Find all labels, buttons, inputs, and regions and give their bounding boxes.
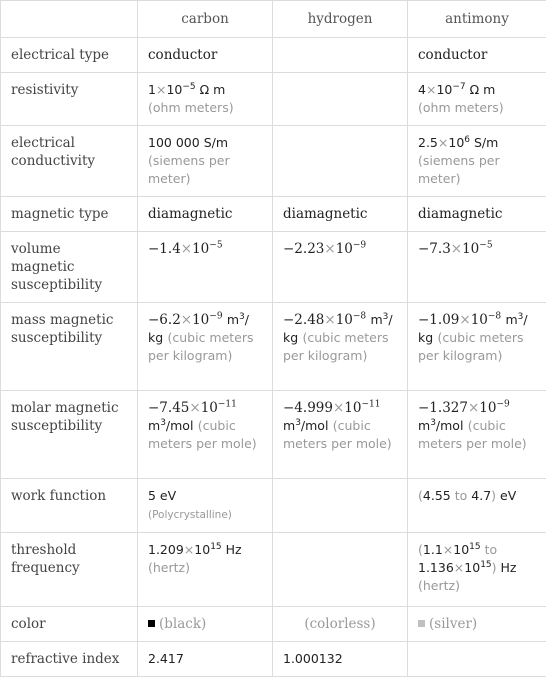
- table-row: [1, 533, 546, 607]
- exponent: 15: [480, 560, 491, 570]
- table-row: [1, 232, 546, 303]
- unit-name: (cubic meters per mole): [283, 418, 392, 451]
- unit-name: (hertz): [148, 560, 190, 575]
- paren-close: ): [492, 560, 497, 575]
- header-blank: [1, 1, 138, 38]
- unit-name: (ohm meters): [148, 100, 234, 115]
- unit-power: 3: [160, 418, 166, 428]
- times-sign: ×: [156, 82, 166, 97]
- table-row: [1, 197, 546, 232]
- paren-open: (: [418, 542, 423, 557]
- ten: 10: [464, 560, 480, 575]
- ten: 10: [344, 400, 361, 416]
- ten: 10: [453, 542, 469, 557]
- cell-carbon: [138, 533, 273, 607]
- row-label: resistivity: [1, 73, 138, 126]
- exponent: −5: [479, 241, 492, 251]
- unit: / kg: [418, 312, 528, 345]
- unit-name: (cubic meters per kilogram): [418, 330, 524, 363]
- cell-carbon: [138, 391, 273, 479]
- unit-power: 3: [295, 418, 301, 428]
- ten: 10: [336, 241, 353, 257]
- color-name: (colorless): [304, 616, 375, 632]
- unit-power: 3: [430, 418, 436, 428]
- times-sign: ×: [451, 241, 462, 257]
- ten: 10: [336, 312, 353, 328]
- unit-name: (cubic meters per kilogram): [148, 330, 254, 363]
- mantissa: −1.327: [418, 400, 468, 416]
- range-to: to: [455, 488, 468, 503]
- unit: m: [227, 312, 239, 327]
- row-label: mass magnetic susceptibility: [1, 303, 138, 391]
- unit: Hz: [501, 560, 517, 575]
- times-sign: ×: [333, 400, 344, 416]
- unit: eV: [500, 488, 516, 503]
- unit-name: (cubic meters per mole): [418, 418, 527, 451]
- times-sign: ×: [438, 135, 448, 150]
- cell-hydrogen: [273, 38, 408, 73]
- row-label: work function: [1, 479, 138, 533]
- unit-name: (cubic meters per kilogram): [283, 330, 389, 363]
- range-low: 4.55: [423, 488, 451, 503]
- unit: Hz: [226, 542, 242, 557]
- times-sign: ×: [324, 241, 335, 257]
- mantissa: −6.2: [148, 312, 181, 328]
- row-label: electrical conductivity: [1, 126, 138, 197]
- cell-carbon: [138, 479, 273, 533]
- cell-antimony: conductor: [408, 38, 546, 73]
- color-name: (black): [159, 616, 206, 632]
- row-label: threshold frequency: [1, 533, 138, 607]
- ten: 10: [166, 82, 182, 97]
- ten: 10: [201, 400, 218, 416]
- ten: 10: [479, 400, 496, 416]
- table-row: [1, 479, 546, 533]
- mantissa: 2.5: [418, 135, 438, 150]
- range-to: to: [485, 542, 498, 557]
- times-sign: ×: [468, 400, 479, 416]
- table-row: [1, 642, 546, 677]
- value: 100 000: [148, 135, 200, 150]
- cell-carbon: [138, 126, 273, 197]
- row-label: refractive index: [1, 642, 138, 677]
- times-sign: ×: [459, 312, 470, 328]
- exponent: −5: [182, 82, 195, 92]
- row-label: magnetic type: [1, 197, 138, 232]
- unit-name: (siemens per meter): [418, 153, 500, 186]
- row-label: electrical type: [1, 38, 138, 73]
- mantissa: −2.48: [283, 312, 324, 328]
- cell-antimony: [408, 607, 546, 642]
- cell-hydrogen: [273, 303, 408, 391]
- cell-antimony: [408, 73, 546, 126]
- unit-power: 3: [518, 312, 524, 322]
- cell-antimony: [408, 642, 546, 677]
- cell-hydrogen: 1.000132: [273, 642, 408, 677]
- color-swatch: [148, 620, 155, 627]
- cell-hydrogen: [273, 126, 408, 197]
- table-row: [1, 126, 546, 197]
- times-sign: ×: [181, 241, 192, 257]
- cell-hydrogen: [273, 73, 408, 126]
- exponent: −9: [353, 241, 366, 251]
- unit-name: (cubic meters per mole): [148, 418, 257, 451]
- row-label: molar magnetic susceptibility: [1, 391, 138, 479]
- cell-carbon: 2.417: [138, 642, 273, 677]
- cell-hydrogen: [273, 607, 408, 642]
- cell-antimony: [408, 126, 546, 197]
- cell-carbon: [138, 607, 273, 642]
- unit-name: (siemens per meter): [148, 153, 230, 186]
- unit: m: [283, 418, 295, 433]
- exponent: −11: [218, 400, 237, 410]
- ten: 10: [436, 82, 452, 97]
- header-row: [1, 1, 546, 38]
- unit: /mol: [436, 418, 464, 433]
- paren-open: (: [418, 488, 423, 503]
- header-antimony: antimony: [408, 1, 546, 38]
- unit: / kg: [148, 312, 249, 345]
- cell-carbon: [138, 73, 273, 126]
- table-row: [1, 607, 546, 642]
- mantissa: 4: [418, 82, 426, 97]
- cell-hydrogen: [273, 479, 408, 533]
- cell-carbon: diamagnetic: [138, 197, 273, 232]
- times-sign: ×: [324, 312, 335, 328]
- exponent: 6: [464, 135, 470, 145]
- cell-antimony: [408, 479, 546, 533]
- cell-carbon: [138, 303, 273, 391]
- times-sign: ×: [189, 400, 200, 416]
- unit: S/m: [474, 135, 498, 150]
- mantissa: −7.3: [418, 241, 451, 257]
- exponent: −9: [209, 312, 222, 322]
- unit: m: [370, 312, 382, 327]
- paren-close: ): [491, 488, 496, 503]
- exponent: −8: [488, 312, 501, 322]
- times-sign: ×: [443, 542, 453, 557]
- range-high: 4.7: [471, 488, 491, 503]
- unit: Ω m: [200, 82, 226, 97]
- exponent: −9: [496, 400, 509, 410]
- table-row: [1, 73, 546, 126]
- mantissa: −7.45: [148, 400, 189, 416]
- times-sign: ×: [454, 560, 464, 575]
- unit: m: [148, 418, 160, 433]
- ten: 10: [462, 241, 479, 257]
- unit: /mol: [301, 418, 329, 433]
- exponent: 15: [469, 542, 480, 552]
- ten: 10: [192, 241, 209, 257]
- cell-hydrogen: [273, 232, 408, 303]
- unit-power: 3: [239, 312, 245, 322]
- exponent: −5: [209, 241, 222, 251]
- header-hydrogen: hydrogen: [273, 1, 408, 38]
- exponent: 15: [210, 542, 221, 552]
- cell-antimony: [408, 533, 546, 607]
- unit: S/m: [204, 135, 228, 150]
- unit-name: (hertz): [418, 578, 460, 593]
- cell-carbon: conductor: [138, 38, 273, 73]
- cell-antimony: diamagnetic: [408, 197, 546, 232]
- mantissa: −4.999: [283, 400, 333, 416]
- cell-hydrogen: [273, 533, 408, 607]
- mantissa: 1.209: [148, 542, 184, 557]
- unit: Ω m: [470, 82, 496, 97]
- cell-hydrogen: [273, 391, 408, 479]
- ten: 10: [471, 312, 488, 328]
- range-low-mantissa: 1.1: [423, 542, 443, 557]
- unit-name: (ohm meters): [418, 100, 504, 115]
- cell-antimony: [408, 232, 546, 303]
- color-name: (silver): [429, 616, 477, 632]
- times-sign: ×: [184, 542, 194, 557]
- table-row: [1, 303, 546, 391]
- cell-antimony: [408, 391, 546, 479]
- table-row: [1, 391, 546, 479]
- header-carbon: carbon: [138, 1, 273, 38]
- exponent: −7: [452, 82, 465, 92]
- table-row: [1, 38, 546, 73]
- note: (Polycrystalline): [148, 509, 232, 521]
- mantissa: 1: [148, 82, 156, 97]
- times-sign: ×: [426, 82, 436, 97]
- mantissa: −1.09: [418, 312, 459, 328]
- color-swatch: [418, 620, 425, 627]
- times-sign: ×: [181, 312, 192, 328]
- unit: m: [418, 418, 430, 433]
- unit-power: 3: [383, 312, 389, 322]
- row-label: volume magnetic susceptibility: [1, 232, 138, 303]
- ten: 10: [194, 542, 210, 557]
- cell-carbon: [138, 232, 273, 303]
- unit: / kg: [283, 312, 393, 345]
- value: 5 eV: [148, 488, 176, 503]
- ten: 10: [448, 135, 464, 150]
- exponent: −8: [353, 312, 366, 322]
- mantissa: −2.23: [283, 241, 324, 257]
- unit: m: [505, 312, 517, 327]
- ten: 10: [192, 312, 209, 328]
- exponent: −11: [361, 400, 380, 410]
- cell-antimony: [408, 303, 546, 391]
- range-high-mantissa: 1.136: [418, 560, 454, 575]
- row-label: color: [1, 607, 138, 642]
- mantissa: −1.4: [148, 241, 181, 257]
- unit: /mol: [166, 418, 194, 433]
- cell-hydrogen: diamagnetic: [273, 197, 408, 232]
